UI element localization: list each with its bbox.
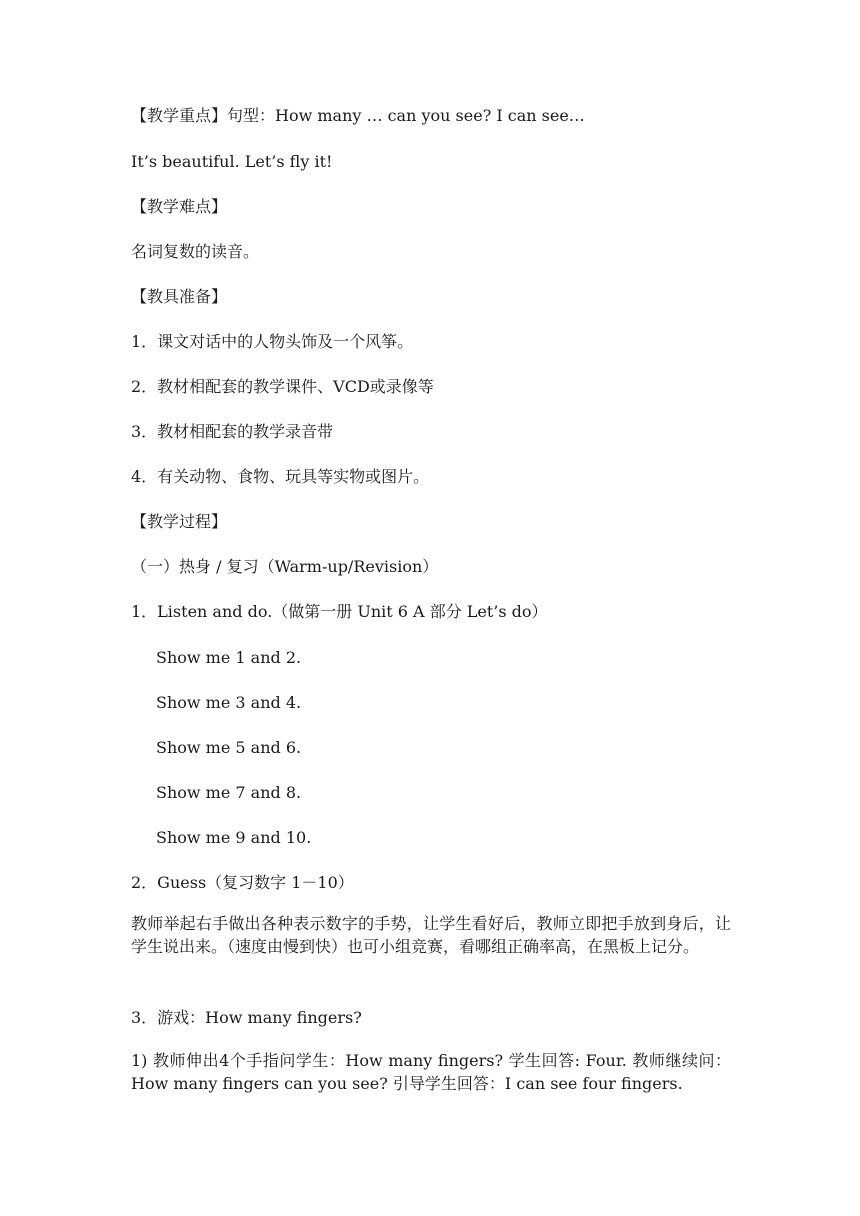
show-me-line-1: Show me 1 and 2. [156,648,302,667]
materials-item-4: 4．有关动物、食物、玩具等实物或图片。 [131,467,430,486]
show-me-line-3: Show me 5 and 6. [156,738,302,757]
materials-item-3: 3．教材相配套的教学录音带 [131,422,334,441]
materials-heading: 【教具准备】 [131,287,228,306]
materials-item-2: 2．教材相配套的教学课件、VCD或录像等 [131,377,434,396]
show-me-line-5: Show me 9 and 10. [156,828,312,847]
show-me-line-2: Show me 3 and 4. [156,693,302,712]
guess-description: 教师举起右手做出各种表示数字的手势，让学生看好后，教师立即把手放到身后，让学生说出来。（速度由慢到快）也可小组竞赛，看哪组正确率高，在黑板上记分。 [131,914,731,956]
difficulty-heading: 【教学难点】 [131,197,228,216]
step-2-title: 2．Guess（复习数字 1－10） [131,873,354,892]
teaching-focus-sentence: It’s beautiful. Let’s fly it! [131,152,333,171]
step-1-title: 1．Listen and do.（做第一册 Unit 6 A 部分 Let’s do） [131,602,548,621]
show-me-line-4: Show me 7 and 8. [156,783,302,802]
teaching-focus-line: 【教学重点】句型：How many … can you see? I can see… [131,106,585,125]
materials-item-1: 1．课文对话中的人物头饰及一个风筝。 [131,332,414,351]
step-3-title: 3．游戏：How many fingers? [131,1008,362,1027]
difficulty-text: 名词复数的读音。 [131,242,260,261]
warmup-section-title: （一）热身 / 复习（Warm-up/Revision） [131,557,439,576]
process-heading: 【教学过程】 [131,512,228,531]
fingers-game-step-1: 1) 教师伸出4个手指问学生：How many fingers? 学生回答: Four. 教师继续问：How many fingers can you see? 引导学生回答：I can see four fingers. [131,1051,731,1093]
